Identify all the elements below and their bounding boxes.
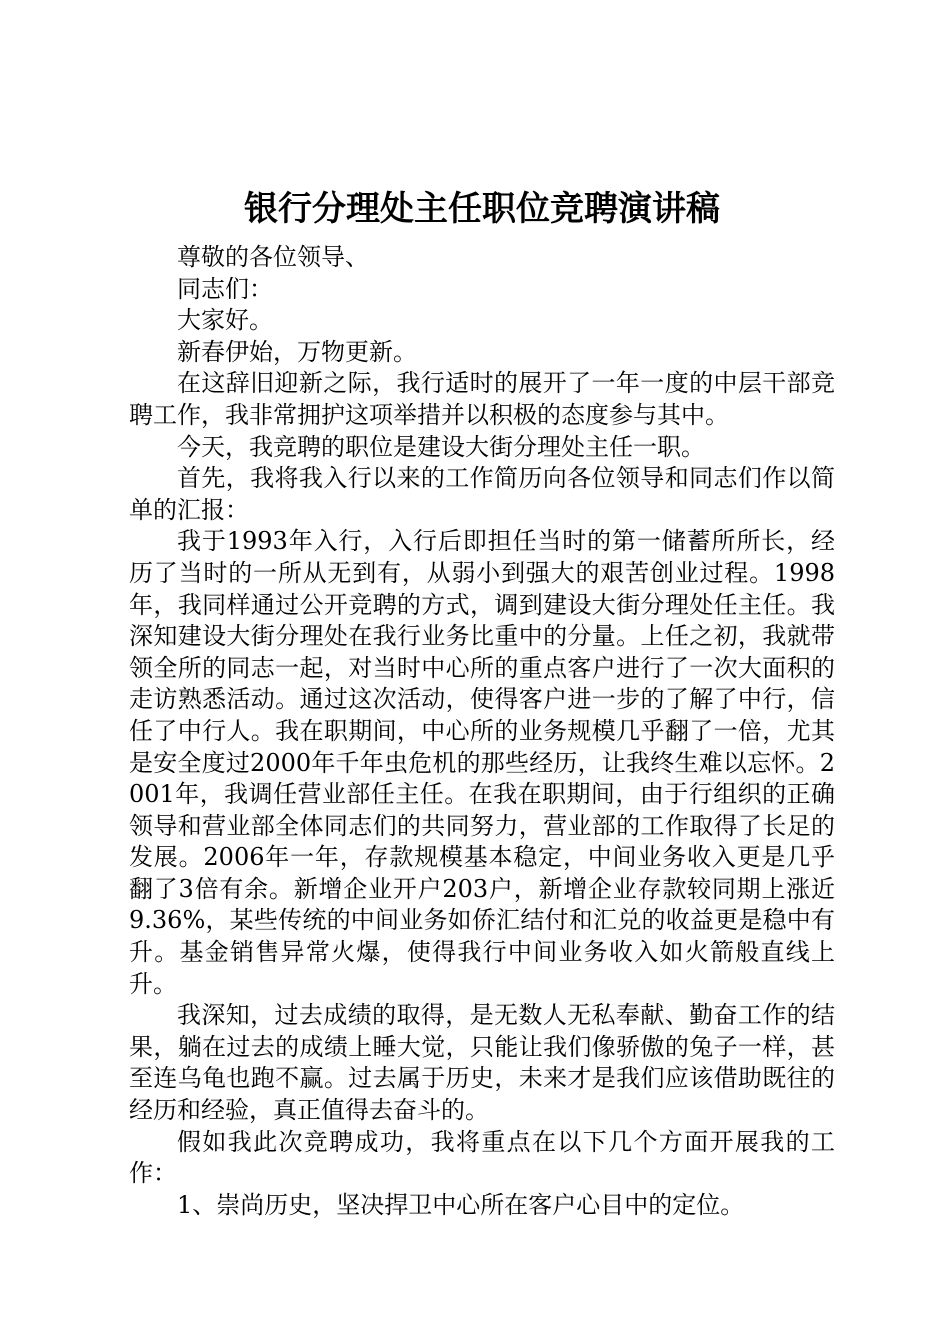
plan-intro: 假如我此次竞聘成功，我将重点在以下几个方面开展我的工作：	[129, 1127, 835, 1188]
opening-line: 新春伊始，万物更新。	[177, 337, 417, 366]
work-history-paragraph: 我于1993年入行，入行后即担任当时的第一储蓄所所长，经历了当时的一所从无到有，从弱小到强大的艰苦创业过程。1998年，我同样通过公开竞聘的方式，调到建设大街分理处任主任。我深知建设大街分理处在我行业务比重中的分量。上任之初，我就带领全所的同志一起，对当时中心所的重点客户进行了一次大面积的走访熟悉活动。通过这次活动，使得客户进一步的了解了中行，信任了中行人。我在职期间，中心所的业务规模几乎翻了一倍，尤其是安全度过2000年千年虫危机的那些经历，让我终生难以忘怀。2001年，我调任营业部任主任。在我在职期间，由于行组织的正确领导和营业部全体同志们的共同努力，营业部的工作取得了长足的发展。2006年一年，存款规模基本稳定，中间业务收入更是几乎翻了3倍有余。新增企业开户203户，新增企业存款较同期上涨近9.36%，某些传统的中间业务如侨汇结付和汇兑的收益更是稳中有升。基金销售异常火爆，使得我行中间业务收入如火箭般直线上升。	[129, 527, 835, 998]
document-page	[129, 186, 835, 1221]
plan-item-1: 1、崇尚历史，坚决捍卫中心所在客户心目中的定位。	[177, 1190, 745, 1219]
salutation-comrades: 同志们：	[177, 274, 273, 303]
position-statement: 今天，我竞聘的职位是建设大街分理处主任一职。	[177, 432, 705, 461]
intro-paragraph: 在这辞旧迎新之际，我行适时的展开了一年一度的中层干部竞聘工作，我非常拥护这项举措并以积极的态度参与其中。	[129, 369, 835, 429]
salutation-leaders: 尊敬的各位领导、	[177, 243, 369, 271]
greeting: 大家好。	[177, 306, 273, 335]
document-title: 银行分理处主任职位竞聘演讲稿	[244, 189, 720, 229]
resume-intro: 首先，我将我入行以来的工作简历向各位领导和同志们作以简单的汇报：	[129, 464, 835, 524]
reflection-paragraph: 我深知，过去成绩的取得，是无数人无私奉献、勤奋工作的结果，躺在过去的成绩上睡大觉，只能让我们像骄傲的兔子一样，甚至连乌龟也跑不赢。过去属于历史，未来才是我们应该借助既往的经历和经验，真正值得去奋斗的。	[129, 1001, 835, 1125]
